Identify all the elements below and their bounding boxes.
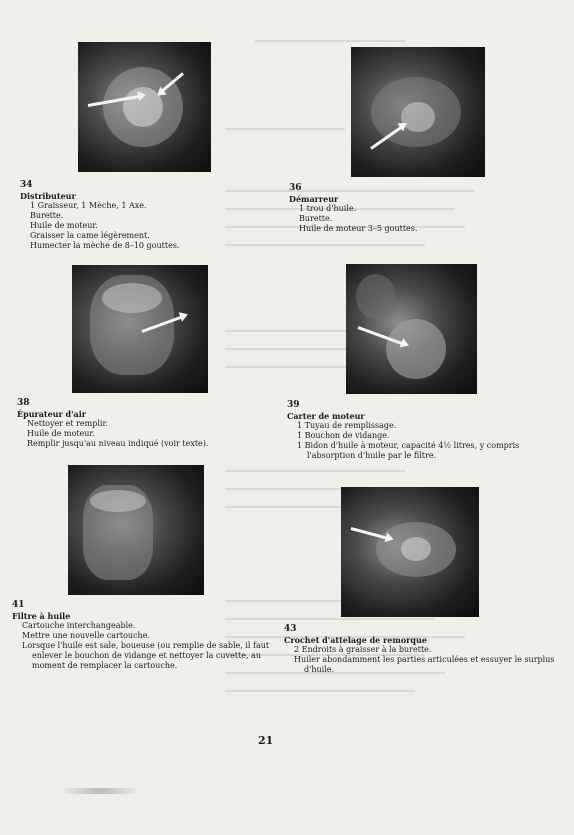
item-title: Distributeur: [20, 191, 76, 201]
item-caption: [289, 183, 549, 234]
item-caption: [287, 400, 565, 461]
oil-filter-photo: [68, 465, 204, 595]
item-line: 1 trou d'huile.: [299, 204, 357, 213]
item-line: Huile de moteur.: [30, 221, 98, 230]
distributor-photo: [78, 42, 211, 172]
starter-photo: [351, 47, 485, 177]
item-line: 1 Bouchon de vidange.: [297, 431, 390, 440]
page-number: 21: [258, 734, 274, 747]
item-number: 39: [287, 400, 300, 410]
item-line: Huile de moteur 3–5 gouttes.: [299, 224, 418, 233]
item-title: Carter de moteur: [287, 411, 365, 421]
item-line: 1 Tuyau de remplissage.: [297, 421, 397, 430]
item-line: Cartouche interchangeable.: [22, 621, 136, 630]
item-line: 1 Bidon d'huile à moteur, capacité 4½ litres, y compris l'absorption d'huile par le filtre.: [297, 441, 520, 460]
item-title: Filtre à huile: [12, 611, 71, 621]
item-number: 34: [20, 180, 33, 190]
item-number: 36: [289, 183, 302, 193]
item-line: 2 Endroits à graisser à la burette.: [294, 645, 432, 654]
item-line: Burette.: [30, 211, 64, 220]
item-caption: [17, 398, 267, 449]
item-line: Burette.: [299, 214, 333, 223]
crankcase-photo: [346, 264, 477, 394]
item-number: 43: [284, 624, 297, 634]
item-line: Graisser la came légèrement.: [30, 231, 150, 240]
air-cleaner-photo: [72, 265, 208, 393]
item-number: 41: [12, 600, 25, 610]
item-number: 38: [17, 398, 30, 408]
item-caption: [20, 180, 260, 251]
paper-smudge: [60, 788, 140, 794]
item-line: Huiler abondamment les parties articulées et essuyer le surplus d'huile.: [294, 655, 555, 674]
item-title: Démarreur: [289, 194, 339, 204]
item-caption: [12, 600, 270, 671]
item-line: 1 Graisseur, 1 Mèche, 1 Axe.: [30, 201, 147, 210]
item-line: Humecter la mèche de 8–10 gouttes.: [30, 241, 180, 250]
item-line: Lorsque l'huile est sale, boueuse (ou remplie de sable, il faut enlever le bouchon de vidange et nettoyer la cuvette, au moment de remplacer la cartouche.: [22, 641, 270, 670]
item-title: Crochet d'attelage de remorque: [284, 635, 427, 645]
item-line: Remplir jusqu'au niveau indiqué (voir texte).: [27, 439, 209, 448]
item-title: Épurateur d'air: [17, 409, 86, 419]
item-caption: [284, 624, 566, 675]
trailer-hitch-photo: [341, 487, 479, 617]
item-line: Nettoyer et remplir.: [27, 419, 108, 428]
item-line: Mettre une nouvelle cartouche.: [22, 631, 150, 640]
item-line: Huile de moteur.: [27, 429, 95, 438]
